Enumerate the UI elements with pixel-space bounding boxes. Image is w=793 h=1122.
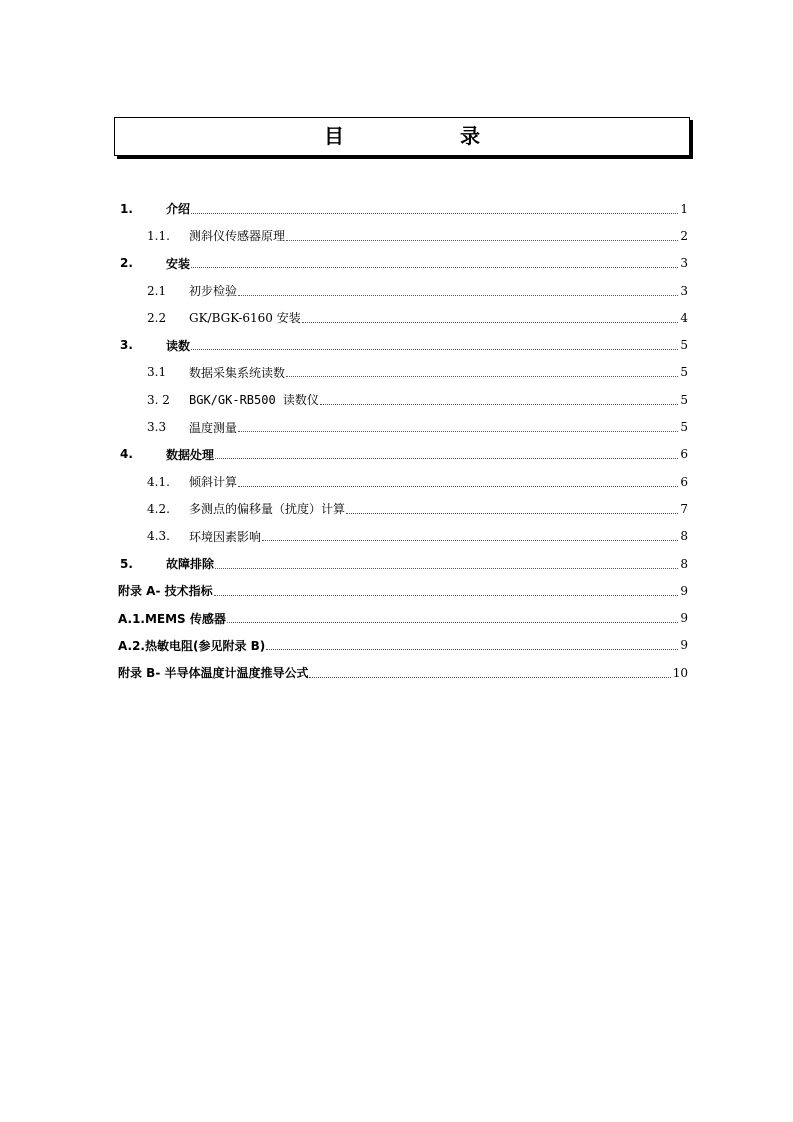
toc-entry[interactable] — [118, 277, 688, 304]
toc-entry-page: 7 — [680, 501, 688, 516]
toc-entry[interactable] — [118, 523, 688, 550]
toc-entry[interactable] — [118, 413, 688, 440]
toc-entry-number: 5. — [120, 556, 133, 571]
toc-entry-page: 5 — [680, 392, 688, 407]
toc-entry-page: 5 — [680, 338, 688, 353]
toc-entry-label: 环境因素影响 — [189, 529, 262, 544]
toc-entry[interactable] — [118, 550, 688, 577]
toc-entry-page: 5 — [680, 420, 688, 435]
toc-dot-leader — [286, 239, 678, 241]
toc-entry-label: 数据采集系统读数 — [189, 365, 286, 380]
toc-dot-leader — [238, 294, 678, 296]
toc-dot-leader — [227, 621, 678, 623]
toc-entry-label: 安装 — [166, 256, 191, 271]
toc-entry[interactable] — [118, 304, 688, 331]
toc-entry-page: 2 — [680, 228, 688, 243]
toc-entry-label: 初步检验 — [189, 284, 238, 299]
toc-entry-number: 3.3 — [147, 420, 167, 435]
toc-entry[interactable] — [118, 632, 688, 659]
toc-entry-number: 1.1. — [147, 228, 170, 243]
toc-entry[interactable] — [118, 222, 688, 249]
toc-dot-leader — [214, 594, 679, 596]
toc-entry-page: 8 — [680, 529, 688, 544]
toc-entry-number: 3.1 — [147, 365, 167, 380]
toc-entry[interactable] — [118, 441, 688, 468]
toc-entry[interactable] — [118, 250, 688, 277]
toc-entry-number: 2.2 — [147, 310, 167, 325]
toc-entry-number: 2. — [120, 256, 133, 271]
toc-entry[interactable] — [118, 386, 688, 413]
toc-entry-number: 2.1 — [147, 283, 167, 298]
toc-dot-leader — [191, 348, 678, 350]
toc-entry-page: 4 — [680, 310, 688, 325]
toc-entry-label: 读数 — [166, 338, 191, 353]
toc-entry-label: 介绍 — [166, 202, 191, 217]
toc-dot-leader — [262, 539, 678, 541]
toc-entry[interactable] — [118, 331, 688, 358]
toc-dot-leader — [286, 375, 678, 377]
toc-entry-page: 3 — [680, 256, 688, 271]
toc-entry-page: 3 — [680, 283, 688, 298]
toc-dot-leader — [346, 512, 678, 514]
toc-entry-label: 附录 B- 半导体温度计温度推导公式 — [118, 666, 309, 681]
toc-entry-page: 9 — [680, 638, 688, 653]
toc-dot-leader — [309, 676, 670, 678]
toc-dot-leader — [302, 321, 679, 323]
toc-entry[interactable] — [118, 604, 688, 631]
table-of-contents — [118, 195, 688, 686]
toc-entry[interactable] — [118, 195, 688, 222]
toc-entry-label: 数据处理 — [166, 447, 215, 462]
toc-entry-page: 5 — [680, 365, 688, 380]
toc-entry-number: 4. — [120, 447, 133, 462]
toc-entry-page: 9 — [680, 583, 688, 598]
toc-entry-number: 4.1. — [147, 474, 170, 489]
toc-entry-page: 1 — [680, 201, 688, 216]
toc-entry[interactable] — [118, 659, 688, 686]
toc-entry[interactable] — [118, 577, 688, 604]
toc-entry-number: 3. 2 — [147, 392, 170, 407]
toc-entry-label: 多测点的偏移量（扰度）计算 — [189, 502, 346, 517]
toc-entry-page: 10 — [672, 665, 688, 680]
toc-dot-leader — [320, 403, 678, 405]
toc-entry-number: 3. — [120, 338, 133, 353]
toc-entry[interactable] — [118, 468, 688, 495]
toc-entry-number: 1. — [120, 201, 133, 216]
toc-dot-leader — [238, 485, 678, 487]
toc-entry-label: A.1.MEMS 传感器 — [118, 611, 226, 626]
toc-dot-leader — [238, 430, 678, 432]
toc-entry-label: BGK/GK-RB500 读数仪 — [189, 393, 319, 408]
toc-entry-label: A.2.热敏电阻(参见附录 B) — [118, 638, 266, 653]
toc-entry-label: 温度测量 — [189, 420, 238, 435]
toc-entry[interactable] — [118, 495, 688, 522]
toc-dot-leader — [215, 567, 678, 569]
toc-entry-page: 9 — [680, 611, 688, 626]
toc-entry[interactable] — [118, 359, 688, 386]
toc-entry-page: 6 — [680, 474, 688, 489]
toc-title-box — [114, 117, 690, 156]
toc-dot-leader — [191, 266, 678, 268]
toc-entry-number: 4.3. — [147, 529, 170, 544]
toc-dot-leader — [266, 648, 678, 650]
toc-entry-number: 4.2. — [147, 501, 170, 516]
toc-entry-label: GK/BGK-6160 安装 — [189, 311, 301, 326]
toc-entry-label: 故障排除 — [166, 557, 215, 571]
toc-dot-leader — [191, 212, 678, 214]
toc-entry-label: 测斜仪传感器原理 — [189, 229, 286, 244]
toc-dot-leader — [215, 457, 678, 459]
toc-entry-label: 倾斜计算 — [189, 475, 238, 490]
toc-entry-page: 6 — [680, 447, 688, 462]
toc-title: 目 录 — [324, 124, 528, 148]
toc-entry-label: 附录 A- 技术指标 — [118, 584, 213, 599]
toc-entry-page: 8 — [680, 556, 688, 571]
